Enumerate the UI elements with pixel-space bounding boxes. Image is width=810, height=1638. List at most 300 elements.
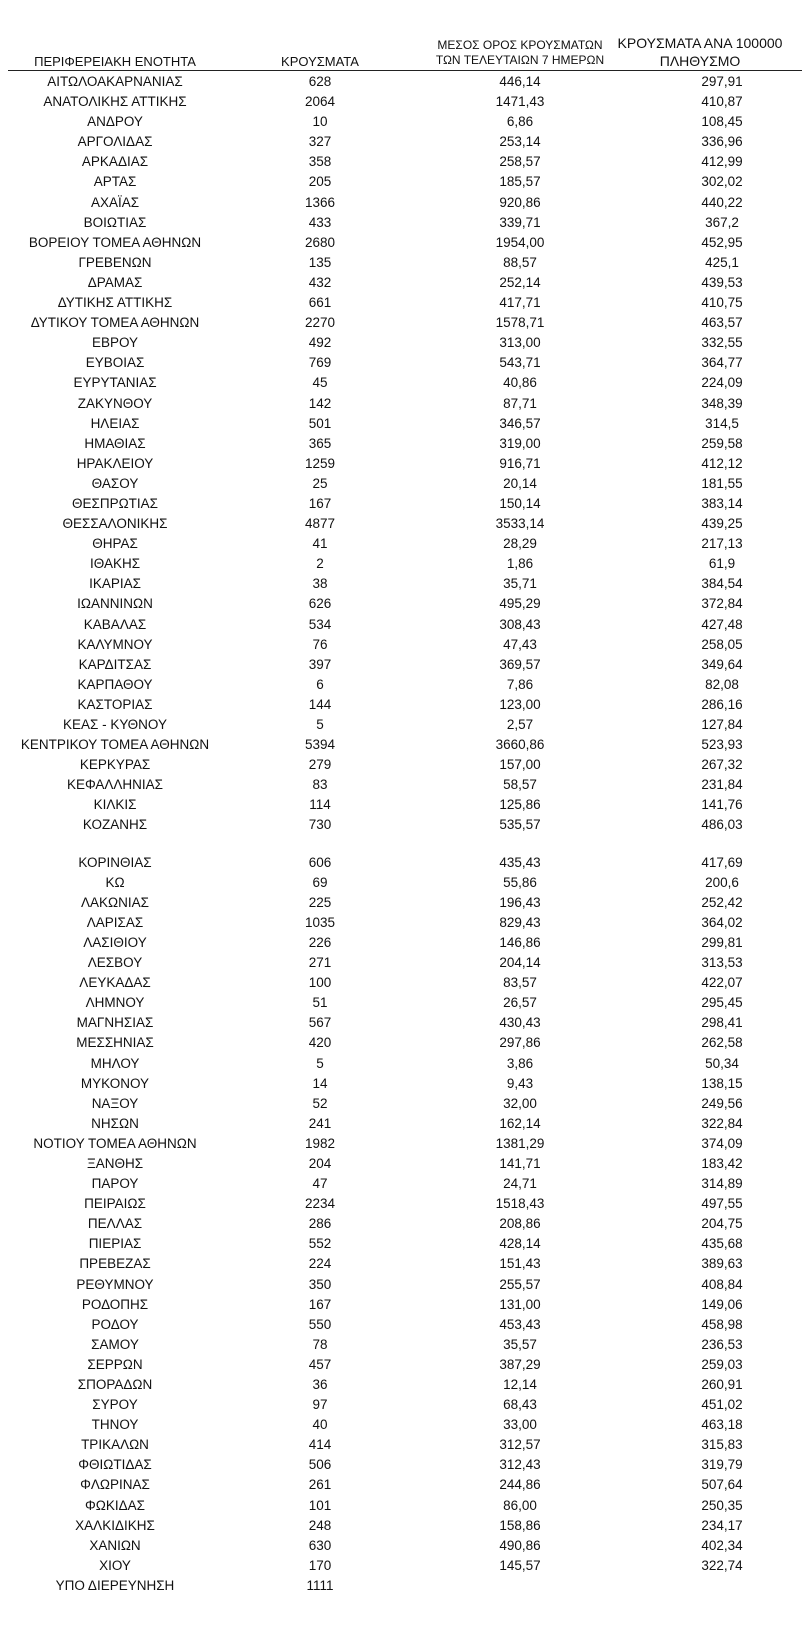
table-row: [0, 1355, 810, 1375]
cell-per-100k: 286,16: [701, 696, 743, 712]
cell-region: ΞΑΝΘΗΣ: [86, 1155, 144, 1171]
cell-avg-7d: 3,86: [506, 1055, 534, 1071]
cell-region: ΙΚΑΡΙΑΣ: [89, 576, 141, 592]
header-per100k: [580, 34, 810, 70]
cell-cases: 224: [308, 1256, 332, 1272]
cell-avg-7d: 9,43: [506, 1075, 534, 1091]
cell-avg-7d: 151,43: [499, 1256, 541, 1272]
cell-avg-7d: 58,57: [503, 777, 537, 793]
cell-avg-7d: 495,29: [499, 596, 541, 612]
cell-per-100k: 231,84: [701, 777, 743, 793]
cell-region: ΚΩ: [105, 874, 125, 890]
cell-region: ΑΝΔΡΟΥ: [87, 114, 143, 130]
cell-per-100k: 435,68: [701, 1236, 743, 1252]
cell-avg-7d: 916,71: [499, 455, 541, 471]
cell-region: ΜΑΓΝΗΣΙΑΣ: [76, 1015, 154, 1031]
cell-cases: 38: [312, 576, 328, 592]
cell-per-100k: 204,75: [701, 1216, 743, 1232]
header-cases: ΚΡΟΥΣΜΑΤΑ: [281, 54, 359, 69]
table-row: [0, 333, 810, 353]
cell-cases: 626: [308, 596, 332, 612]
cell-avg-7d: 24,71: [503, 1176, 537, 1192]
cell-region: ΚΙΛΚΙΣ: [93, 797, 137, 813]
cell-cases: 47: [312, 1176, 328, 1192]
cell-region: ΘΕΣΣΑΛΟΝΙΚΗΣ: [62, 516, 168, 532]
cell-avg-7d: 387,29: [499, 1356, 541, 1372]
cell-per-100k: 297,91: [701, 74, 743, 89]
cell-avg-7d: 1954,00: [495, 234, 545, 250]
cell-region: ΦΛΩΡΙΝΑΣ: [80, 1477, 150, 1493]
table-row: [0, 193, 810, 213]
cell-region: ΚΑΛΥΜΝΟΥ: [77, 636, 153, 652]
cell-per-100k: 332,55: [701, 335, 743, 351]
cell-per-100k: 507,64: [701, 1477, 743, 1493]
header-per100k-line2: ΠΛΗΘΥΣΜΟ: [659, 53, 741, 69]
cell-region: ΕΒΡΟΥ: [91, 335, 139, 351]
header-divider: [8, 70, 802, 71]
cell-avg-7d: 158,86: [499, 1517, 541, 1533]
cell-avg-7d: 369,57: [499, 656, 541, 672]
cell-avg-7d: 1381,29: [495, 1135, 545, 1151]
table-header: [0, 30, 810, 74]
cell-avg-7d: 453,43: [499, 1316, 541, 1332]
cell-region: ΛΕΣΒΟΥ: [87, 955, 143, 971]
cell-cases: 97: [312, 1397, 328, 1413]
cell-avg-7d: 346,57: [499, 415, 541, 431]
cell-per-100k: 200,6: [705, 874, 739, 890]
table-row: [0, 795, 810, 815]
cell-per-100k: 486,03: [701, 817, 743, 833]
cell-region: ΡΟΔΟΥ: [91, 1316, 139, 1332]
cell-region: ΔΥΤΙΚΟΥ ΤΟΜΕΑ ΑΘΗΝΩΝ: [30, 315, 200, 331]
table-row: [0, 594, 810, 614]
cell-cases: 420: [308, 1035, 332, 1051]
table-row: [0, 92, 810, 112]
table-row: [0, 72, 810, 92]
cell-cases: 5394: [304, 737, 336, 753]
cell-cases: 36: [312, 1377, 328, 1392]
table-row: [0, 1234, 810, 1254]
table-row: [0, 1496, 810, 1516]
cell-region: ΗΛΕΙΑΣ: [90, 415, 140, 431]
cell-avg-7d: 141,71: [499, 1155, 541, 1171]
cell-region: ΠΙΕΡΙΑΣ: [88, 1236, 142, 1252]
cell-cases: 76: [312, 636, 328, 652]
cell-per-100k: 412,12: [701, 455, 743, 471]
cell-avg-7d: 146,86: [499, 934, 541, 950]
cell-region: ΘΕΣΠΡΩΤΙΑΣ: [71, 495, 159, 511]
cell-per-100k: 383,14: [701, 495, 743, 511]
cell-per-100k: 61,9: [708, 556, 736, 572]
cell-per-100k: 440,22: [701, 194, 743, 210]
cell-avg-7d: 258,57: [499, 154, 541, 170]
cell-avg-7d: 319,00: [499, 435, 541, 451]
table-row: [0, 775, 810, 795]
cell-cases: 1111: [306, 1577, 334, 1593]
cell-per-100k: 252,42: [701, 894, 743, 910]
cell-per-100k: 451,02: [701, 1397, 743, 1413]
cell-avg-7d: 3533,14: [495, 516, 545, 532]
cell-cases: 327: [308, 134, 332, 150]
table-row: [0, 1475, 810, 1495]
cell-cases: 2: [316, 556, 324, 572]
table-row: [0, 893, 810, 913]
table-row: [0, 474, 810, 494]
table-body: [0, 72, 810, 1596]
table-row: [0, 313, 810, 333]
table-row: [0, 853, 810, 873]
table-row: [0, 655, 810, 675]
table-row: [0, 213, 810, 233]
cell-region: ΣΥΡΟΥ: [92, 1397, 138, 1413]
cell-per-100k: 348,39: [701, 395, 743, 411]
cell-per-100k: 141,76: [701, 797, 743, 813]
table-row: [0, 1395, 810, 1415]
cell-region: ΑΙΤΩΛΟΑΚΑΡΝΑΝΙΑΣ: [47, 74, 183, 89]
cell-cases: 457: [308, 1356, 332, 1372]
cell-cases: 205: [308, 174, 332, 190]
cell-per-100k: 384,54: [701, 576, 743, 592]
cell-region: ΑΡΤΑΣ: [93, 174, 137, 190]
cell-region: ΡΕΘΥΜΝΟΥ: [76, 1276, 154, 1292]
cell-avg-7d: 312,57: [499, 1437, 541, 1453]
cell-cases: 1366: [304, 194, 336, 210]
cell-cases: 2234: [304, 1196, 336, 1212]
table-row: [0, 615, 810, 635]
cell-region: ΚΑΒΑΛΑΣ: [83, 616, 147, 632]
cell-region: ΠΑΡΟΥ: [91, 1176, 139, 1192]
cell-cases: 101: [308, 1497, 332, 1513]
cell-cases: 41: [312, 536, 328, 552]
cell-region: ΣΠΟΡΑΔΩΝ: [77, 1377, 153, 1392]
cell-region: ΑΝΑΤΟΛΙΚΗΣ ΑΤΤΙΚΗΣ: [43, 94, 187, 110]
table-row: [0, 1275, 810, 1295]
cell-per-100k: 302,02: [701, 174, 743, 190]
cell-per-100k: 463,18: [701, 1417, 743, 1433]
table-row: [0, 973, 810, 993]
cell-avg-7d: 1471,43: [495, 94, 545, 110]
cell-cases: 261: [308, 1477, 332, 1493]
cell-cases: 397: [308, 656, 332, 672]
table-row: [0, 1214, 810, 1234]
cell-region: ΡΟΔΟΠΗΣ: [81, 1296, 149, 1312]
cell-avg-7d: 313,00: [499, 335, 541, 351]
cell-avg-7d: 12,14: [503, 1377, 537, 1392]
table-row: [0, 494, 810, 514]
cell-cases: 52: [312, 1095, 328, 1111]
cell-cases: 433: [308, 214, 332, 230]
cell-per-100k: 372,84: [701, 596, 743, 612]
cell-per-100k: 364,77: [701, 355, 743, 371]
cell-avg-7d: 35,57: [503, 1336, 537, 1352]
cell-cases: 1982: [304, 1135, 336, 1151]
cell-cases: 1259: [304, 455, 336, 471]
cell-per-100k: 410,87: [701, 94, 743, 110]
cell-per-100k: 412,99: [701, 154, 743, 170]
cell-region: ΛΑΚΩΝΙΑΣ: [81, 894, 149, 910]
cell-avg-7d: 829,43: [499, 914, 541, 930]
cell-cases: 606: [308, 854, 332, 870]
cell-region: ΕΥΡΥΤΑΝΙΑΣ: [73, 375, 157, 391]
cell-avg-7d: 157,00: [499, 757, 541, 773]
cell-avg-7d: 185,57: [499, 174, 541, 190]
cell-per-100k: 402,34: [701, 1537, 743, 1553]
cell-cases: 567: [308, 1015, 332, 1031]
cell-per-100k: 295,45: [701, 995, 743, 1011]
cell-avg-7d: 131,00: [499, 1296, 541, 1312]
cell-per-100k: 458,98: [701, 1316, 743, 1332]
cell-per-100k: 138,15: [701, 1075, 743, 1091]
table-row: [0, 735, 810, 755]
table-row: [0, 434, 810, 454]
cell-region: ΖΑΚΥΝΘΟΥ: [77, 395, 153, 411]
cell-avg-7d: 308,43: [499, 616, 541, 632]
cell-per-100k: 183,42: [701, 1155, 743, 1171]
cell-avg-7d: 244,86: [499, 1477, 541, 1493]
cell-per-100k: 234,17: [701, 1517, 743, 1533]
cell-region: ΘΗΡΑΣ: [92, 536, 138, 552]
cell-per-100k: 250,35: [701, 1497, 743, 1513]
cell-avg-7d: 33,00: [503, 1417, 537, 1433]
cell-region: ΚΕΦΑΛΛΗΝΙΑΣ: [66, 777, 164, 793]
table-row: [0, 1194, 810, 1214]
cell-avg-7d: 2,57: [506, 717, 534, 732]
table-row: [0, 1054, 810, 1074]
cell-per-100k: 108,45: [701, 114, 743, 130]
cell-per-100k: 259,58: [701, 435, 743, 451]
cell-region: ΚΟΖΑΝΗΣ: [82, 817, 148, 833]
cell-region: ΤΡΙΚΑΛΩΝ: [81, 1437, 149, 1453]
cell-avg-7d: 35,71: [503, 576, 537, 592]
cell-avg-7d: 196,43: [499, 894, 541, 910]
cell-per-100k: 314,5: [705, 415, 739, 431]
table-row: [0, 414, 810, 434]
cell-avg-7d: 87,71: [503, 395, 537, 411]
table-row: [0, 1556, 810, 1576]
cell-per-100k: 439,25: [701, 516, 743, 532]
cell-avg-7d: 490,86: [499, 1537, 541, 1553]
cell-avg-7d: 204,14: [499, 955, 541, 971]
cell-region: ΔΡΑΜΑΣ: [87, 274, 143, 290]
cell-avg-7d: 1578,71: [495, 315, 545, 331]
cell-cases: 45: [312, 375, 328, 391]
cell-region: ΦΘΙΩΤΙΔΑΣ: [78, 1457, 152, 1473]
cell-cases: 6: [316, 676, 324, 692]
cell-cases: 350: [308, 1276, 332, 1292]
cell-region: ΚΕΡΚΥΡΑΣ: [79, 757, 151, 773]
cell-cases: 167: [308, 495, 332, 511]
cell-avg-7d: 428,14: [499, 1236, 541, 1252]
cell-per-100k: 523,93: [701, 737, 743, 753]
cell-region: ΙΘΑΚΗΣ: [89, 556, 141, 572]
cell-cases: 501: [308, 415, 332, 431]
cell-cases: 506: [308, 1457, 332, 1473]
table-row: [0, 1134, 810, 1154]
table-row: [0, 953, 810, 973]
cell-cases: 142: [308, 395, 332, 411]
cell-cases: 279: [308, 757, 332, 773]
cell-avg-7d: 3660,86: [495, 737, 545, 753]
table-row: [0, 1335, 810, 1355]
cell-per-100k: 336,96: [701, 134, 743, 150]
cell-per-100k: 258,05: [701, 636, 743, 652]
cell-cases: 2680: [304, 234, 336, 250]
cell-cases: 432: [308, 274, 332, 290]
cell-cases: 248: [308, 1517, 332, 1533]
cell-cases: 241: [308, 1115, 332, 1131]
cell-avg-7d: 150,14: [499, 495, 541, 511]
table-row: [0, 1033, 810, 1053]
table-row: [0, 132, 810, 152]
cell-region: ΜΥΚΟΝΟΥ: [80, 1075, 150, 1091]
cell-region: ΑΡΓΟΛΙΔΑΣ: [77, 134, 153, 150]
table-row: [0, 373, 810, 393]
cell-per-100k: 364,02: [701, 914, 743, 930]
cell-per-100k: 236,53: [701, 1336, 743, 1352]
table-row: [0, 233, 810, 253]
cell-per-100k: 367,2: [705, 214, 739, 230]
cell-per-100k: 452,95: [701, 234, 743, 250]
cell-cases: 730: [308, 817, 332, 833]
table-row: [0, 1576, 810, 1596]
cell-avg-7d: 312,43: [499, 1457, 541, 1473]
cell-cases: 114: [309, 797, 331, 813]
table-row: [0, 1254, 810, 1274]
cell-region: ΜΗΛΟΥ: [90, 1055, 140, 1071]
cell-region: ΚΕΝΤΡΙΚΟΥ ΤΟΜΕΑ ΑΘΗΝΩΝ: [20, 737, 210, 753]
cell-region: ΧΑΝΙΩΝ: [89, 1537, 141, 1553]
cell-region: ΒΟΙΩΤΙΑΣ: [83, 214, 147, 230]
cell-avg-7d: 55,86: [503, 874, 537, 890]
table-row: [0, 1114, 810, 1134]
cell-cases: 144: [308, 696, 332, 712]
table-row: [0, 514, 810, 534]
cell-region: ΕΥΒΟΙΑΣ: [85, 355, 145, 371]
cell-region: ΦΩΚΙΔΑΣ: [85, 1497, 145, 1513]
header-per100k-line1: ΚΡΟΥΣΜΑΤΑ ΑΝΑ 100000: [617, 35, 783, 51]
table-row: [0, 1074, 810, 1094]
table-row: [0, 1013, 810, 1033]
table-row: [0, 1435, 810, 1455]
table-row: [0, 152, 810, 172]
cell-region: ΛΗΜΝΟΥ: [85, 995, 145, 1011]
cell-avg-7d: 297,86: [499, 1035, 541, 1051]
cell-cases: 2270: [304, 315, 336, 331]
cell-per-100k: 408,84: [701, 1276, 743, 1292]
cell-per-100k: 249,56: [701, 1095, 743, 1111]
cell-region: ΝΑΞΟΥ: [91, 1095, 139, 1111]
cell-region: ΚΑΣΤΟΡΙΑΣ: [77, 696, 153, 712]
cell-region: ΒΟΡΕΙΟΥ ΤΟΜΕΑ ΑΘΗΝΩΝ: [28, 234, 202, 250]
table-row: [0, 1295, 810, 1315]
table-row: [0, 534, 810, 554]
table-row: [0, 635, 810, 655]
cell-cases: 25: [312, 475, 328, 491]
cell-cases: 552: [308, 1236, 332, 1252]
cell-region: ΗΜΑΘΙΑΣ: [84, 435, 146, 451]
cell-region: ΚΕΑΣ - ΚΥΘΝΟΥ: [63, 717, 167, 732]
cell-region: ΧΑΛΚΙΔΙΚΗΣ: [75, 1517, 155, 1533]
cell-cases: 414: [308, 1437, 332, 1453]
cell-per-100k: 389,63: [701, 1256, 743, 1272]
table-row: [0, 873, 810, 893]
cell-avg-7d: 6,86: [506, 114, 534, 130]
table-row: [0, 715, 810, 735]
cell-cases: 5: [316, 717, 324, 732]
cell-per-100k: 315,83: [701, 1437, 743, 1453]
cell-region: ΓΡΕΒΕΝΩΝ: [78, 254, 152, 270]
table-row: [0, 1455, 810, 1475]
cell-region: ΛΑΡΙΣΑΣ: [86, 914, 144, 930]
cell-cases: 10: [312, 114, 328, 130]
cell-region: ΙΩΑΝΝΙΝΩΝ: [77, 596, 153, 612]
cell-per-100k: 497,55: [701, 1196, 743, 1212]
table-row: [0, 1516, 810, 1536]
cell-cases: 167: [308, 1296, 332, 1312]
cell-avg-7d: 162,14: [499, 1115, 541, 1131]
cell-region: ΜΕΣΣΗΝΙΑΣ: [76, 1035, 154, 1051]
cell-region: ΤΗΝΟΥ: [91, 1417, 139, 1433]
table-row: [0, 1174, 810, 1194]
cell-per-100k: 149,06: [701, 1296, 743, 1312]
cell-avg-7d: 255,57: [499, 1276, 541, 1292]
cell-avg-7d: 83,57: [503, 975, 537, 991]
header-avg-line1: ΜΕΣΟΣ ΟΡΟΣ ΚΡΟΥΣΜΑΤΩΝ: [437, 38, 603, 52]
cell-avg-7d: 125,86: [499, 797, 541, 813]
table-row: [0, 1375, 810, 1395]
cell-region: ΝΟΤΙΟΥ ΤΟΜΕΑ ΑΘΗΝΩΝ: [33, 1135, 197, 1151]
cell-region: ΠΡΕΒΕΖΑΣ: [79, 1256, 151, 1272]
cell-cases: 51: [312, 995, 328, 1011]
cell-cases: 4877: [304, 516, 336, 532]
cell-per-100k: 313,53: [701, 955, 743, 971]
table-row: [0, 353, 810, 373]
cell-region: ΛΑΣΙΘΙΟΥ: [83, 934, 147, 950]
table-row: [0, 394, 810, 414]
table-row: [0, 554, 810, 574]
cell-per-100k: 217,13: [701, 536, 743, 552]
cell-cases: 204: [308, 1155, 332, 1171]
cell-per-100k: 319,79: [701, 1457, 743, 1473]
table-row: [0, 675, 810, 695]
cell-avg-7d: 543,71: [499, 355, 541, 371]
cell-cases: 135: [308, 254, 332, 270]
cell-region: ΧΙΟΥ: [99, 1557, 131, 1573]
cell-avg-7d: 7,86: [506, 676, 534, 692]
cell-avg-7d: 920,86: [499, 194, 541, 210]
table-row: [0, 1315, 810, 1335]
cell-per-100k: 374,09: [701, 1135, 743, 1151]
cell-cases: 492: [308, 335, 332, 351]
cell-per-100k: 349,64: [701, 656, 743, 672]
cell-per-100k: 267,32: [701, 757, 743, 773]
table-row: [0, 913, 810, 933]
table-row: [0, 1154, 810, 1174]
cell-avg-7d: 47,43: [503, 636, 537, 652]
cell-per-100k: 82,08: [705, 676, 739, 692]
cell-avg-7d: 430,43: [499, 1015, 541, 1031]
cell-cases: 225: [308, 894, 332, 910]
cell-per-100k: 422,07: [701, 975, 743, 991]
cell-cases: 5: [316, 1055, 324, 1071]
cell-region: ΣΑΜΟΥ: [91, 1336, 139, 1352]
cell-cases: 226: [308, 934, 332, 950]
cell-cases: 170: [308, 1557, 332, 1573]
cell-per-100k: 259,03: [701, 1356, 743, 1372]
cell-cases: 630: [308, 1537, 332, 1553]
cell-avg-7d: 535,57: [499, 817, 541, 833]
cell-avg-7d: 86,00: [503, 1497, 537, 1513]
